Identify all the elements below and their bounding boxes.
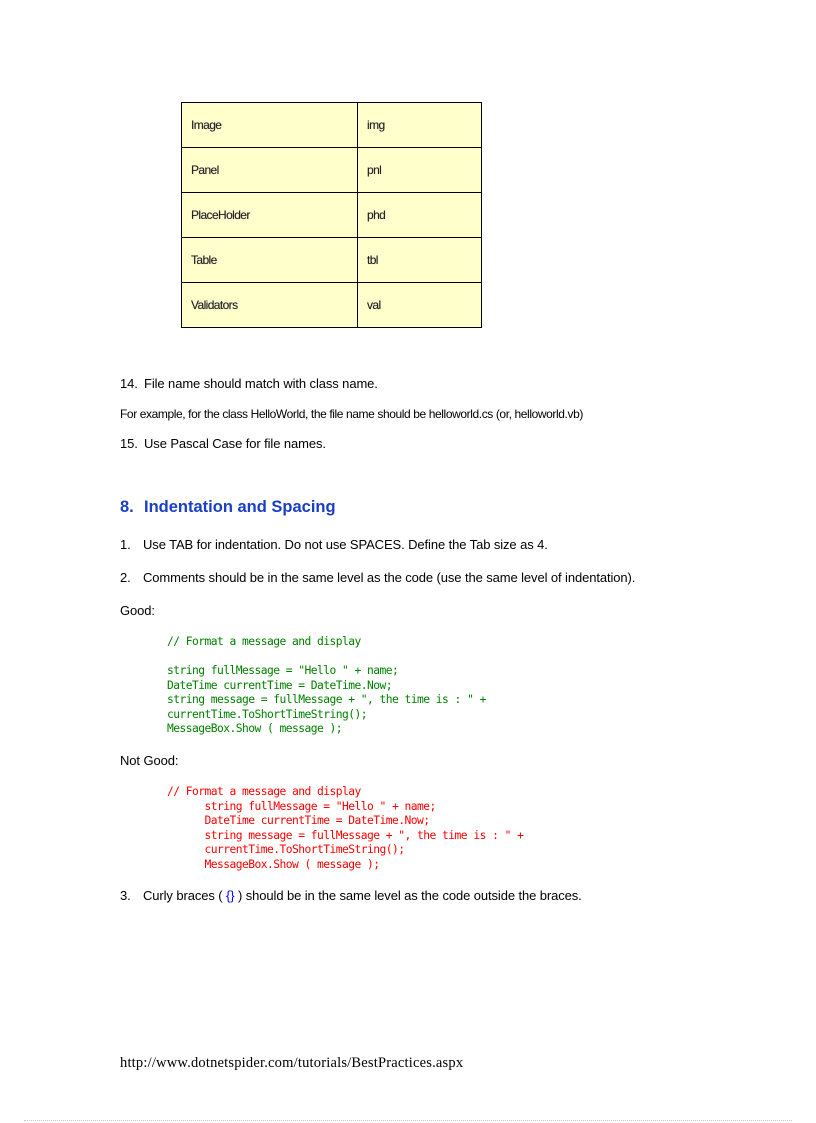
table-row bbox=[182, 193, 482, 238]
rule-item-1 bbox=[120, 537, 548, 552]
prefix-table bbox=[181, 102, 482, 328]
table-cell-control: Panel bbox=[182, 148, 358, 193]
list-text: Use Pascal Case for file names. bbox=[144, 436, 326, 451]
table-row bbox=[182, 148, 482, 193]
list-number: 14. bbox=[120, 376, 138, 391]
table-cell-control: PlaceHolder bbox=[182, 193, 358, 238]
list-number: 3. bbox=[120, 888, 131, 903]
page-divider bbox=[24, 1120, 792, 1121]
rule-item-2 bbox=[120, 570, 635, 585]
list-number: 1. bbox=[120, 537, 131, 552]
table-cell-prefix: phd bbox=[358, 193, 482, 238]
section-title: Indentation and Spacing bbox=[144, 498, 336, 516]
list-text: Use TAB for indentation. Do not use SPACES. Define the Tab size as 4. bbox=[143, 537, 548, 552]
table-row bbox=[182, 283, 482, 328]
example-note: For example, for the class HelloWorld, the file name should be helloworld.cs (or, helloworld.vb) bbox=[120, 407, 583, 421]
list-text: Comments should be in the same level as the code (use the same level of indentation). bbox=[143, 570, 636, 585]
list-text: ) should be in the same level as the code outside the braces. bbox=[234, 888, 582, 903]
rule-item-3 bbox=[120, 888, 582, 903]
rule-item-15 bbox=[120, 436, 326, 451]
table-cell-prefix: tbl bbox=[358, 238, 482, 283]
braces-symbol: {} bbox=[226, 888, 235, 903]
not-good-label: Not Good: bbox=[120, 753, 179, 768]
not-good-code-block: // Format a message and display string fullMessage = "Hello " + name; DateTime currentTime = DateTime.Now; string message = fullMessage + ", the time is : " + currentTime.ToShortTimeString(); MessageBox.Show ( message ); bbox=[167, 785, 524, 871]
rule-item-14 bbox=[120, 376, 378, 391]
list-number: 2. bbox=[120, 570, 131, 585]
section-number: 8. bbox=[120, 498, 134, 516]
table-row bbox=[182, 103, 482, 148]
footer-url: http://www.dotnetspider.com/tutorials/BestPractices.aspx bbox=[120, 1055, 464, 1071]
list-number: 15. bbox=[120, 436, 138, 451]
section-heading bbox=[120, 498, 336, 517]
list-text: File name should match with class name. bbox=[144, 376, 378, 391]
table-cell-prefix: val bbox=[358, 283, 482, 328]
good-code-block: // Format a message and display string fullMessage = "Hello " + name; DateTime currentTime = DateTime.Now; string message = fullMessage + ", the time is : " + currentTime.ToShortTimeString(); MessageBox.Show ( message ); bbox=[167, 635, 486, 735]
good-label: Good: bbox=[120, 603, 155, 618]
table-cell-prefix: img bbox=[358, 103, 482, 148]
table-cell-control: Image bbox=[182, 103, 358, 148]
list-text: Curly braces ( bbox=[143, 888, 227, 903]
table-row bbox=[182, 238, 482, 283]
table-cell-control: Table bbox=[182, 238, 358, 283]
table-cell-control: Validators bbox=[182, 283, 358, 328]
table-cell-prefix: pnl bbox=[358, 148, 482, 193]
